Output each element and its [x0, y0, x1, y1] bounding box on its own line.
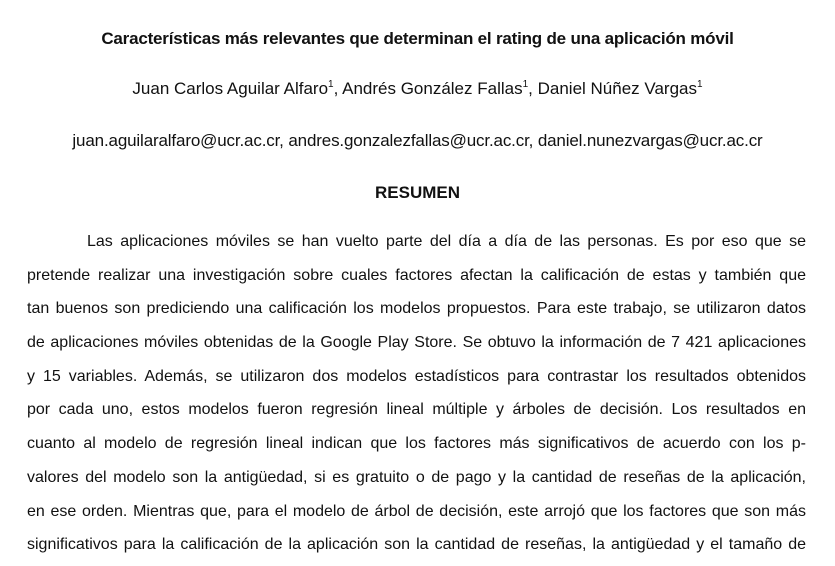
abstract-line: tan buenos son prediciendo una calificación los modelos propuestos. Para este trabajo, se utilizaron datos [27, 300, 806, 318]
author-name: Juan Carlos Aguilar Alfaro [132, 79, 329, 98]
affiliation-marker: 1 [328, 79, 334, 90]
author-emails: juan.aguilaralfaro@ucr.ac.cr, andres.gonzalezfallas@ucr.ac.cr, daniel.nunezvargas@ucr.ac.cr [72, 131, 763, 150]
affiliation-marker: 1 [522, 79, 529, 90]
paper-title: Características más relevantes que determinan el rating de una aplicación móvil [101, 29, 734, 48]
author-name: Andrés González Fallas [342, 79, 523, 98]
author-name: Daniel Núñez Vargas [537, 79, 697, 98]
author-list [0, 79, 835, 99]
author-separator: , [528, 79, 538, 98]
abstract-line: significativos para la calificación de la aplicación son la cantidad de reseñas, la antigüedad y el tamaño de [27, 536, 806, 554]
abstract-line: Las aplicaciones móviles se han vuelto parte del día a día de las personas. Es por eso que se [87, 233, 806, 250]
abstract-line: por cada uno, estos modelos fueron regresión lineal múltiple y árboles de decisión. Los resultados en [27, 401, 806, 419]
abstract-line: pretende realizar una investigación sobre cuales factores afectan la calificación de estas y también que [27, 266, 806, 284]
abstract-line: de aplicaciones móviles obtenidas de la Google Play Store. Se obtuvo la información de 7 421 aplicaciones [27, 334, 806, 352]
abstract-body [27, 229, 806, 566]
abstract-line: valores del modelo son la antigüedad, si es gratuito o de pago y la cantidad de reseñas de la aplicación, [27, 468, 806, 486]
abstract-line: en ese orden. Mientras que, para el modelo de árbol de decisión, este arrojó que los factores que son más [27, 502, 806, 520]
affiliation-marker: 1 [697, 79, 703, 90]
abstract-line: y 15 variables. Además, se utilizaron dos modelos estadísticos para contrastar los resultados obtenidos [27, 367, 806, 385]
author-separator: , [333, 79, 343, 98]
section-heading-resumen: RESUMEN [374, 183, 460, 202]
abstract-line: cuanto al modelo de regresión lineal indican que los factores más significativos de acuerdo con los p- [27, 435, 806, 453]
